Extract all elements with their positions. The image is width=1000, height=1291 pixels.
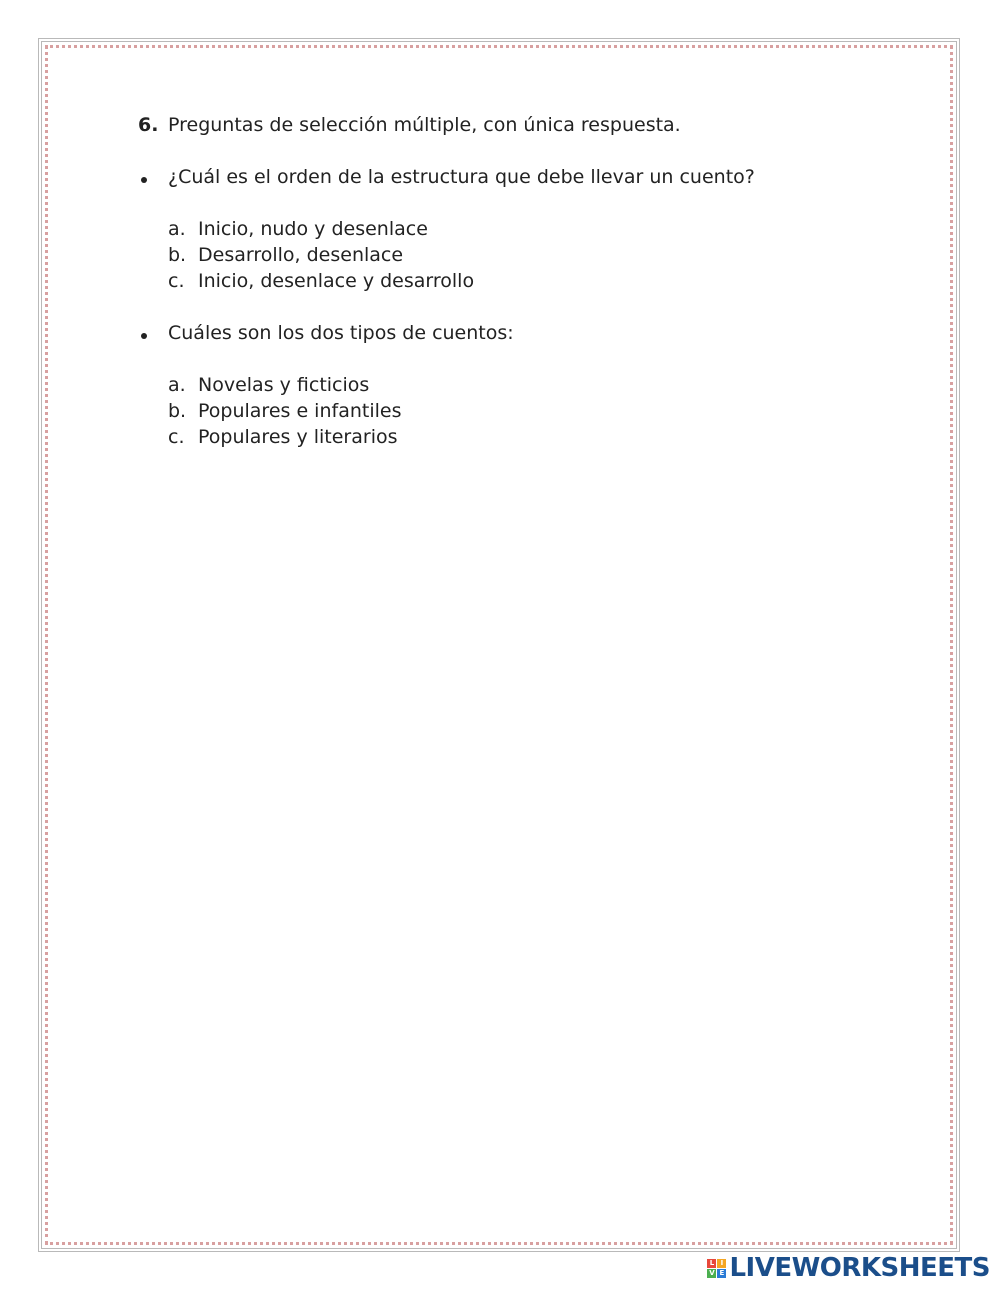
option-item[interactable] (168, 424, 898, 450)
option-letter: b. (168, 400, 187, 422)
option-text: Populares e infantiles (198, 400, 402, 422)
question-2 (138, 320, 898, 346)
brand-logo-letter: L (707, 1259, 716, 1268)
option-text: Novelas y ficticios (198, 374, 370, 396)
brand-logo-icon (707, 1259, 726, 1278)
option-item[interactable] (168, 242, 898, 268)
section-number: 6. (138, 114, 159, 136)
option-letter: a. (168, 374, 186, 396)
option-item[interactable] (168, 372, 898, 398)
option-item[interactable] (168, 398, 898, 424)
option-text: Populares y literarios (198, 426, 398, 448)
option-text: Inicio, desenlace y desarrollo (198, 270, 475, 292)
worksheet-content (138, 112, 898, 476)
option-letter: c. (168, 270, 185, 292)
section-title: Preguntas de selección múltiple, con única respuesta. (168, 114, 681, 136)
option-letter: b. (168, 244, 187, 266)
brand-logo-letter: V (709, 1268, 715, 1277)
option-item[interactable] (168, 268, 898, 294)
question-1 (138, 164, 898, 190)
question-2-text: Cuáles son los dos tipos de cuentos: (168, 322, 514, 344)
brand-text: LIVEWORKSHEETS (729, 1253, 990, 1283)
option-text: Desarrollo, desenlace (198, 244, 404, 266)
option-text: Inicio, nudo y desenlace (198, 218, 428, 240)
question-1-options (168, 216, 898, 294)
brand-logo-letter: E (717, 1269, 726, 1278)
liveworksheets-logo (707, 1253, 990, 1283)
brand-logo-letter: I (717, 1259, 726, 1268)
question-2-options (168, 372, 898, 450)
option-letter: c. (168, 426, 185, 448)
question-1-text: ¿Cuál es el orden de la estructura que debe llevar un cuento? (168, 166, 755, 188)
option-letter: a. (168, 218, 186, 240)
option-item[interactable] (168, 216, 898, 242)
section-heading (138, 112, 898, 138)
